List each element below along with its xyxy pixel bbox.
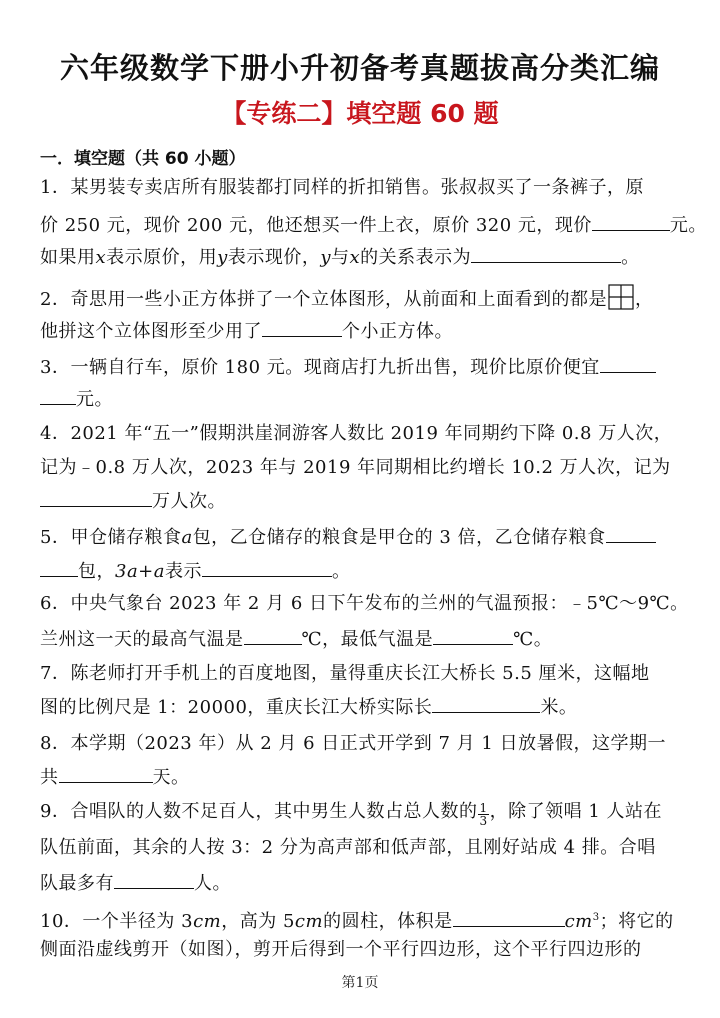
page-subtitle: 【专练二】填空题 60 题 bbox=[221, 99, 499, 128]
answer-blank[interactable] bbox=[432, 694, 540, 713]
q5-line-2: 包，3a+a表示 。 bbox=[40, 558, 690, 584]
answer-blank[interactable] bbox=[471, 244, 621, 263]
q10-line-1: 10．一个半径为 3cm，高为 5cm的圆柱，体积是 $cm^3$；将它的 bbox=[40, 906, 690, 934]
answer-blank[interactable] bbox=[114, 870, 194, 889]
q1-line-2: 价 250 元，现价 200 元，他还想买一件上衣，原价 320 元，现价 元。 bbox=[40, 212, 690, 238]
answer-blank[interactable] bbox=[244, 626, 302, 645]
q1-line-1: 1．某男装专卖店所有服装都打同样的折扣销售。张叔叔买了一条裤子，原 bbox=[40, 177, 644, 198]
q3-line-2: 元。 bbox=[40, 386, 690, 412]
q4-line-1: 4．2021 年“五一”假期洪崖洞游客人数比 2019 年同期约下降 0.8 万人次， bbox=[40, 423, 673, 444]
q1-line-3: 如果用x表示原价，用y表示现价，y与x的关系表示为 。 bbox=[40, 244, 690, 270]
answer-blank[interactable] bbox=[202, 558, 332, 577]
q9-line-1: 9．合唱队的人数不足百人，其中男生人数占总人数的 $\frac{1}{3}$ ，除了领唱 1 人站在 bbox=[40, 801, 662, 828]
q4-line-3: 万人次。 bbox=[40, 488, 690, 514]
answer-blank[interactable] bbox=[433, 626, 513, 645]
q9-line-2: 队伍前面，其余的人按 3：2 分为高声部和低声部，且刚好站成 4 排。合唱 bbox=[40, 837, 656, 858]
section-heading: 一．填空题（共 60 小题） bbox=[40, 149, 246, 169]
answer-blank[interactable] bbox=[59, 764, 153, 783]
q8-line-1: 8．本学期（2023 年）从 2 月 6 日正式开学到 7 月 1 日放暑假，这学期一 bbox=[40, 733, 667, 754]
square-grid-icon bbox=[608, 284, 634, 310]
answer-blank[interactable] bbox=[40, 488, 152, 507]
answer-blank[interactable] bbox=[606, 524, 656, 543]
answer-blank[interactable] bbox=[600, 354, 656, 373]
answer-blank[interactable] bbox=[262, 318, 342, 337]
answer-blank[interactable] bbox=[453, 908, 565, 927]
answer-blank[interactable] bbox=[592, 212, 670, 231]
answer-blank[interactable] bbox=[40, 386, 76, 405]
q7-line-2: 图的比例尺是 1：20000，重庆长江大桥实际长 米。 bbox=[40, 694, 690, 720]
q6-line-1: 6．中央气象台 2023 年 2 月 6 日下午发布的兰州的气温预报：﹣5℃～9℃。 bbox=[40, 593, 689, 614]
q6-line-2: 兰州这一天的最高气温是 ℃，最低气温是 ℃。 bbox=[40, 626, 690, 652]
answer-blank[interactable] bbox=[40, 558, 78, 577]
q4-line-2: 记为﹣0.8 万人次，2023 年与 2019 年同期相比约增长 10.2 万人次，记为 bbox=[40, 457, 671, 478]
q5-line-1: 5．甲仓储存粮食a包，乙仓储存的粮食是甲仓的 3 倍，乙仓储存粮食 bbox=[40, 524, 690, 550]
q3-line-1: 3．一辆自行车，原价 180 元。现商店打九折出售，现价比原价便宜 bbox=[40, 354, 690, 380]
q8-line-2: 共 天。 bbox=[40, 764, 690, 790]
q2-line-1: 2．奇思用一些小正方体拼了一个立体图形，从前面和上面看到的都是 ， bbox=[40, 284, 690, 312]
q9-line-3: 队最多有 人。 bbox=[40, 870, 690, 896]
page-title: 六年级数学下册小升初备考真题拔高分类汇编 bbox=[59, 51, 660, 85]
q7-line-1: 7．陈老师打开手机上的百度地图，量得重庆长江大桥长 5.5 厘米，这幅地 bbox=[40, 663, 650, 684]
fraction: $\frac{1}{3}$ bbox=[479, 801, 488, 828]
q10-line-2: 侧面沿虚线剪开（如图），剪开后得到一个平行四边形，这个平行四边形的 bbox=[40, 939, 642, 960]
q2-line-2: 他拼这个立体图形至少用了 个小正方体。 bbox=[40, 318, 690, 344]
page-number: 第1页 bbox=[341, 975, 379, 991]
